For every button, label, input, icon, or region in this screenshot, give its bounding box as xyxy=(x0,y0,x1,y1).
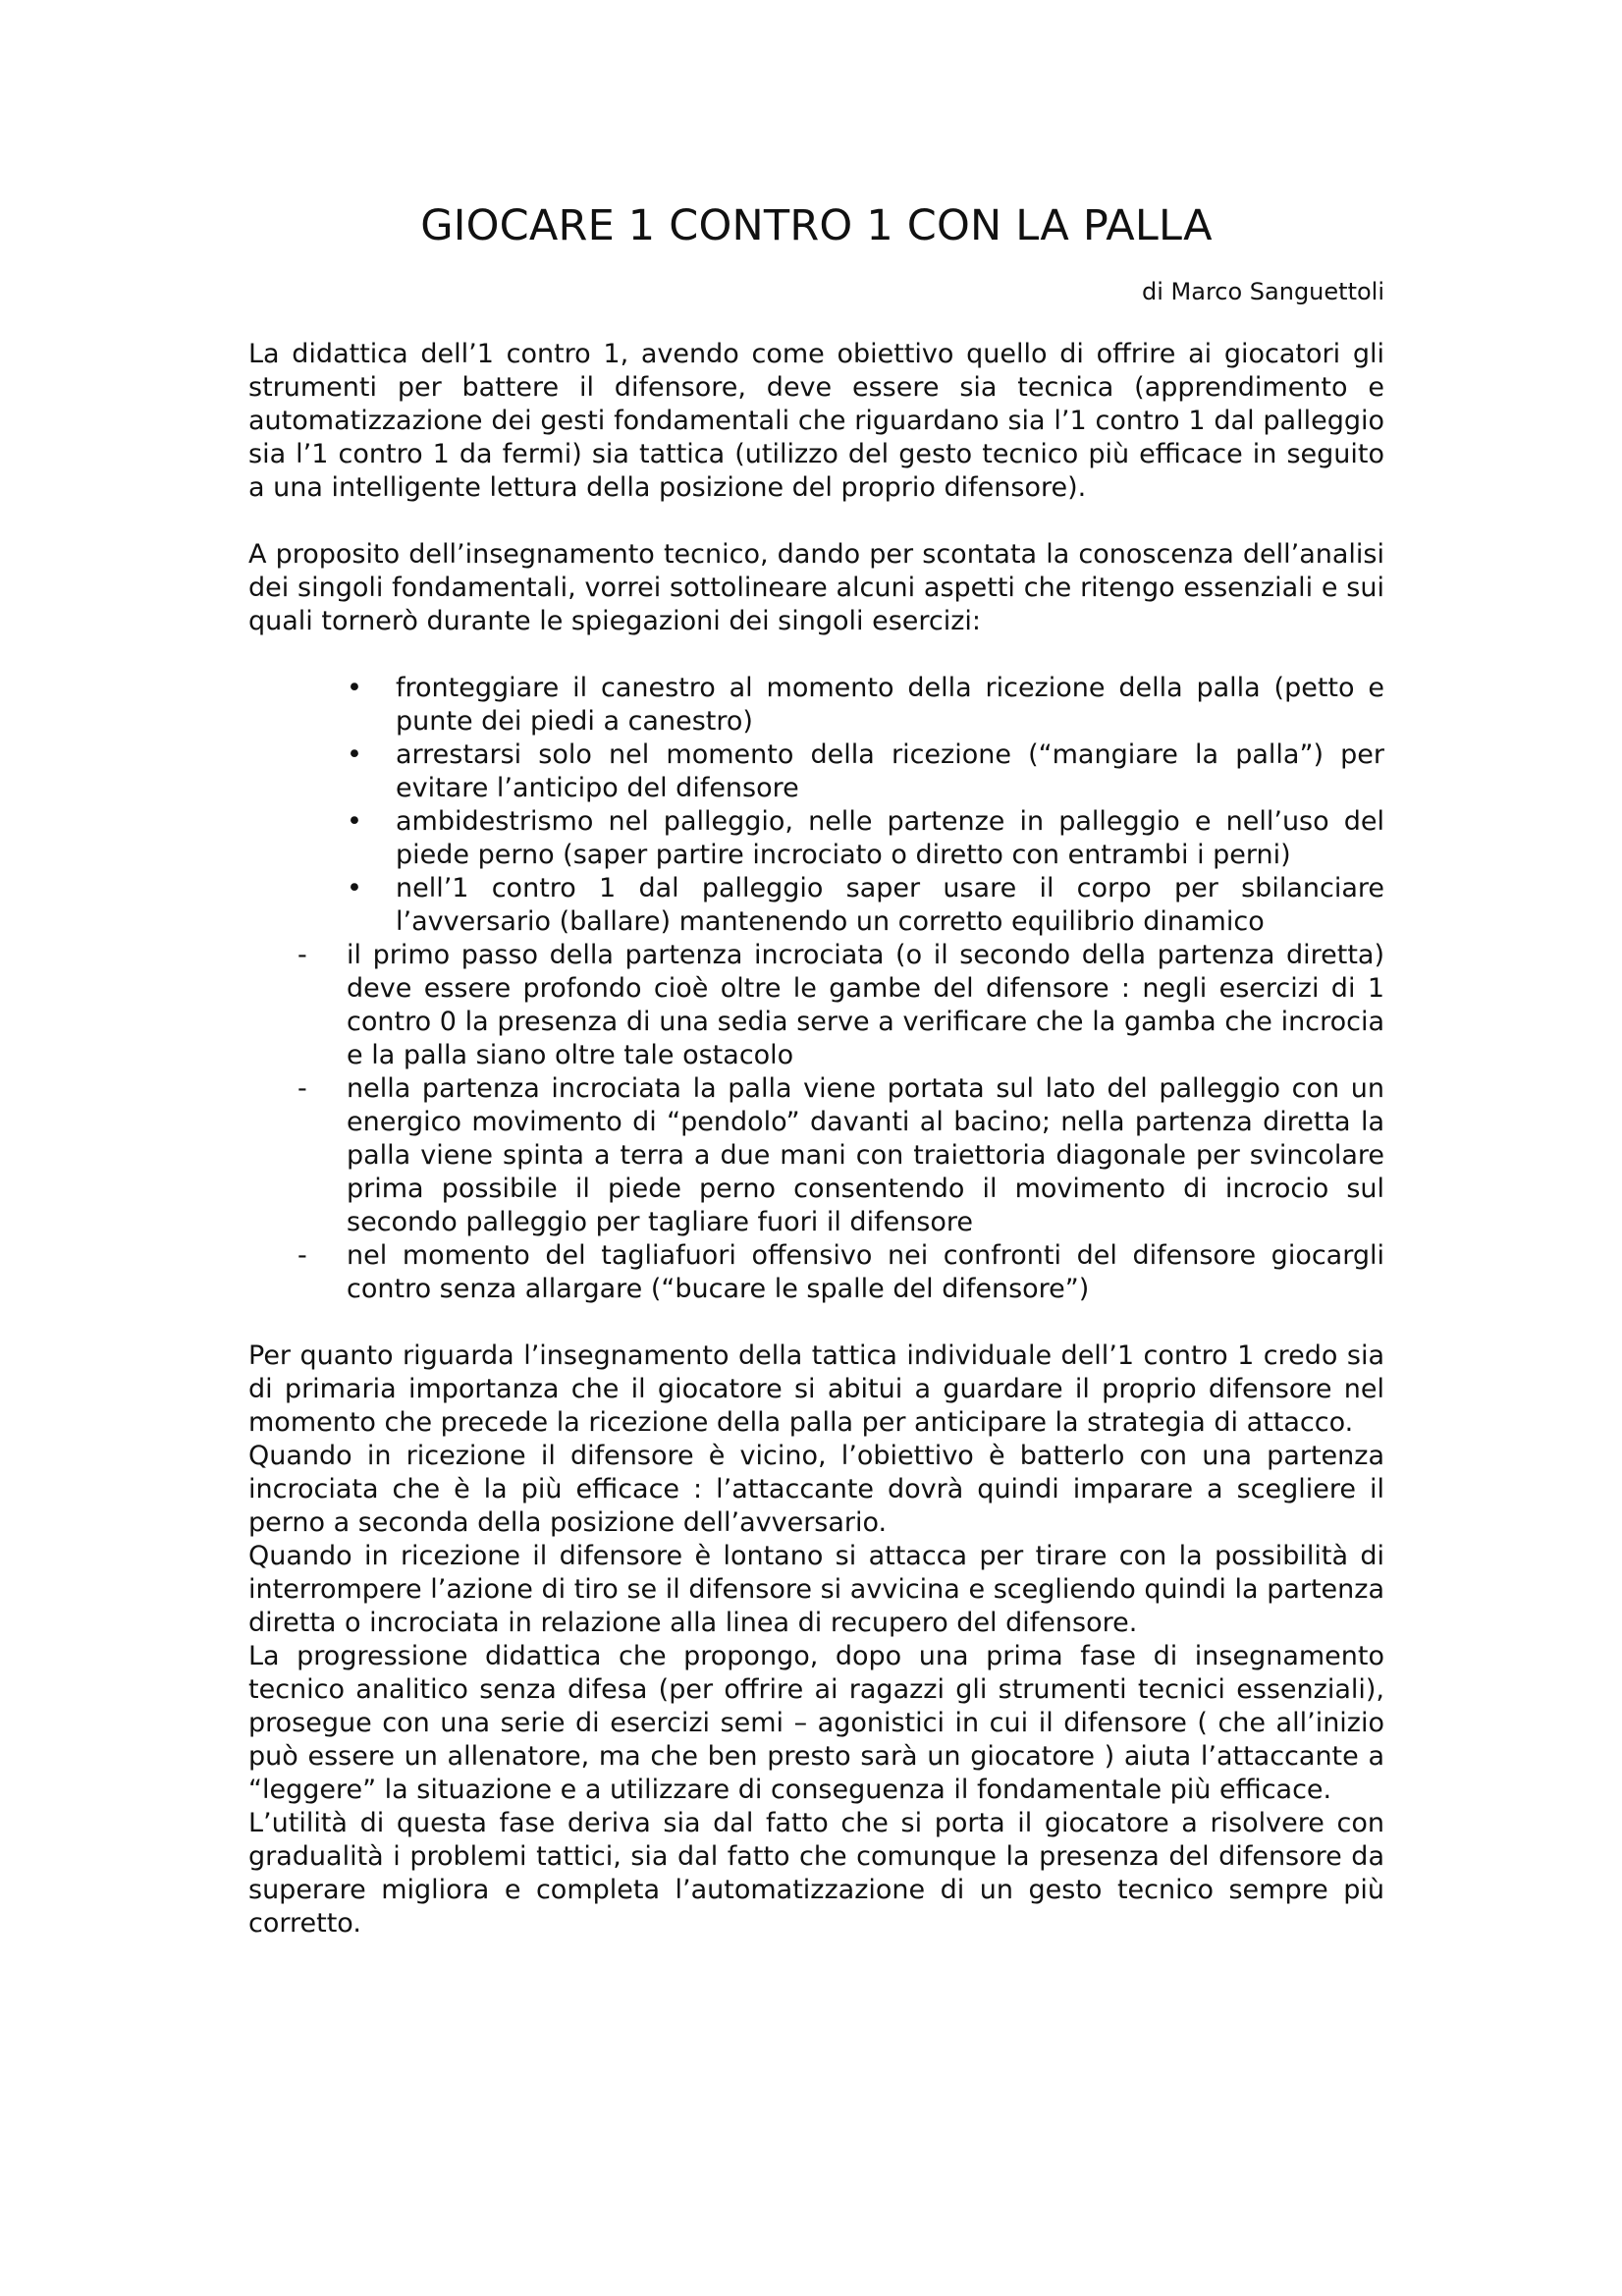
spacer xyxy=(248,638,1384,672)
list-item-text: nell’1 contro 1 dal palleggio saper usare il corpo per sbilanciare l’avversario (ballare) mantenendo un corretto equilibrio dinamico xyxy=(396,873,1384,937)
list-item xyxy=(347,805,1384,872)
list-item xyxy=(297,1239,1384,1306)
list-item-text: ambidestrismo nel palleggio, nelle partenze in palleggio e nell’uso del piede perno (saper partire incrociato o diretto con entrambi i perni) xyxy=(396,806,1384,870)
spacer xyxy=(248,505,1384,538)
technical-points-list xyxy=(248,672,1384,939)
bullet-marker: • xyxy=(347,873,362,903)
intro-paragraph: La didattica dell’1 contro 1, avendo come obiettivo quello di offrire ai giocatori gli strumenti per battere il difensore, deve essere sia tecnica (apprendimento e automatizzazione dei gesti fondamentali che riguardano sia l’1 contro 1 dal palleggio sia l’1 contro 1 da fermi) sia tattica (utilizzo del gesto tecnico più efficace in seguito a una intelligente lettura della posizione del proprio difensore). xyxy=(248,339,1384,503)
list-item-text: fronteggiare il canestro al momento della ricezione della palla (petto e punte dei piedi a canestro) xyxy=(396,673,1384,737)
bullet-marker: • xyxy=(347,673,362,703)
bullet-marker: • xyxy=(347,806,362,837)
list-item-text: arrestarsi solo nel momento della ricezione (“mangiare la palla”) per evitare l’anticipo del difensore xyxy=(396,739,1384,803)
document-page xyxy=(248,196,1384,1941)
tactical-paragraph: L’utilità di questa fase deriva sia dal fatto che si porta il giocatore a risolvere con gradualità i problemi tattici, sia dal fatto che comunque la presenza del difensore da superare migliora e completa l’automatizzazione di un gesto tecnico sempre più corretto. xyxy=(248,1808,1384,1939)
bullet-marker: • xyxy=(347,739,362,770)
list-item-text: nel momento del tagliafuori offensivo nei confronti del difensore giocargli contro senza allargare (“bucare le spalle del difensore”) xyxy=(347,1240,1384,1304)
list-item xyxy=(297,939,1384,1072)
technical-intro-paragraph: A proposito dell’insegnamento tecnico, dando per scontata la conoscenza dell’analisi dei singoli fondamentali, vorrei sottolineare alcuni aspetti che ritengo essenziali e sui quali tornerò durante le spiegazioni dei singoli esercizi: xyxy=(248,539,1384,636)
list-item-text: il primo passo della partenza incrociata (o il secondo della partenza diretta) deve essere profondo cioè oltre le gambe del difensore : negli esercizi di 1 contro 0 la presenza di una sedia serve a verificare che la gamba che incrocia e la palla siano oltre tale ostacolo xyxy=(347,940,1384,1070)
tactical-paragraph: Per quanto riguarda l’insegnamento della tattica individuale dell’1 contro 1 credo sia di primaria importanza che il giocatore si abitui a guardare il proprio difensore nel momento che precede la ricezione della palla per anticipare la strategia di attacco. xyxy=(248,1340,1384,1438)
tactical-paragraph: Quando in ricezione il difensore è vicino, l’obiettivo è batterlo con una partenza incrociata che è la più efficace : l’attaccante dovrà quindi imparare a scegliere il perno a seconda della posizione dell’avversario. xyxy=(248,1441,1384,1538)
list-item xyxy=(347,738,1384,805)
technical-details-list xyxy=(248,939,1384,1306)
dash-marker: - xyxy=(297,1073,307,1104)
dash-marker: - xyxy=(297,940,307,970)
list-item xyxy=(347,672,1384,738)
document-title: GIOCARE 1 CONTRO 1 CON LA PALLA xyxy=(420,201,1213,250)
author-line: di Marco Sanguettoli xyxy=(1142,278,1384,305)
spacer xyxy=(248,308,1384,338)
list-item-text: nella partenza incrociata la palla viene portata sul lato del palleggio con un energico movimento di “pendolo” davanti al bacino; nella partenza diretta la palla viene spinta a terra a due mani con traiettoria diagonale per svincolare prima possibile il piede perno consentendo il movimento di incrocio sul secondo palleggio per tagliare fuori il difensore xyxy=(347,1073,1384,1237)
tactical-paragraph: Quando in ricezione il difensore è lontano si attacca per tirare con la possibilità di interrompere l’azione di tiro se il difensore si avvicina e scegliendo quindi la partenza diretta o incrociata in relazione alla linea di recupero del difensore. xyxy=(248,1541,1384,1638)
list-item xyxy=(297,1072,1384,1239)
dash-marker: - xyxy=(297,1240,307,1271)
spacer xyxy=(248,1306,1384,1339)
tactical-paragraph: La progressione didattica che propongo, dopo una prima fase di insegnamento tecnico analitico senza difesa (per offrire ai ragazzi gli strumenti tecnici essenziali), prosegue con una serie di esercizi semi – agonistici in cui il difensore ( che all’inizio può essere un allenatore, ma che ben presto sarà un giocatore ) aiuta l’attaccante a “leggere” la situazione e a utilizzare di conseguenza il fondamentale più efficace. xyxy=(248,1641,1384,1805)
list-item xyxy=(347,872,1384,939)
